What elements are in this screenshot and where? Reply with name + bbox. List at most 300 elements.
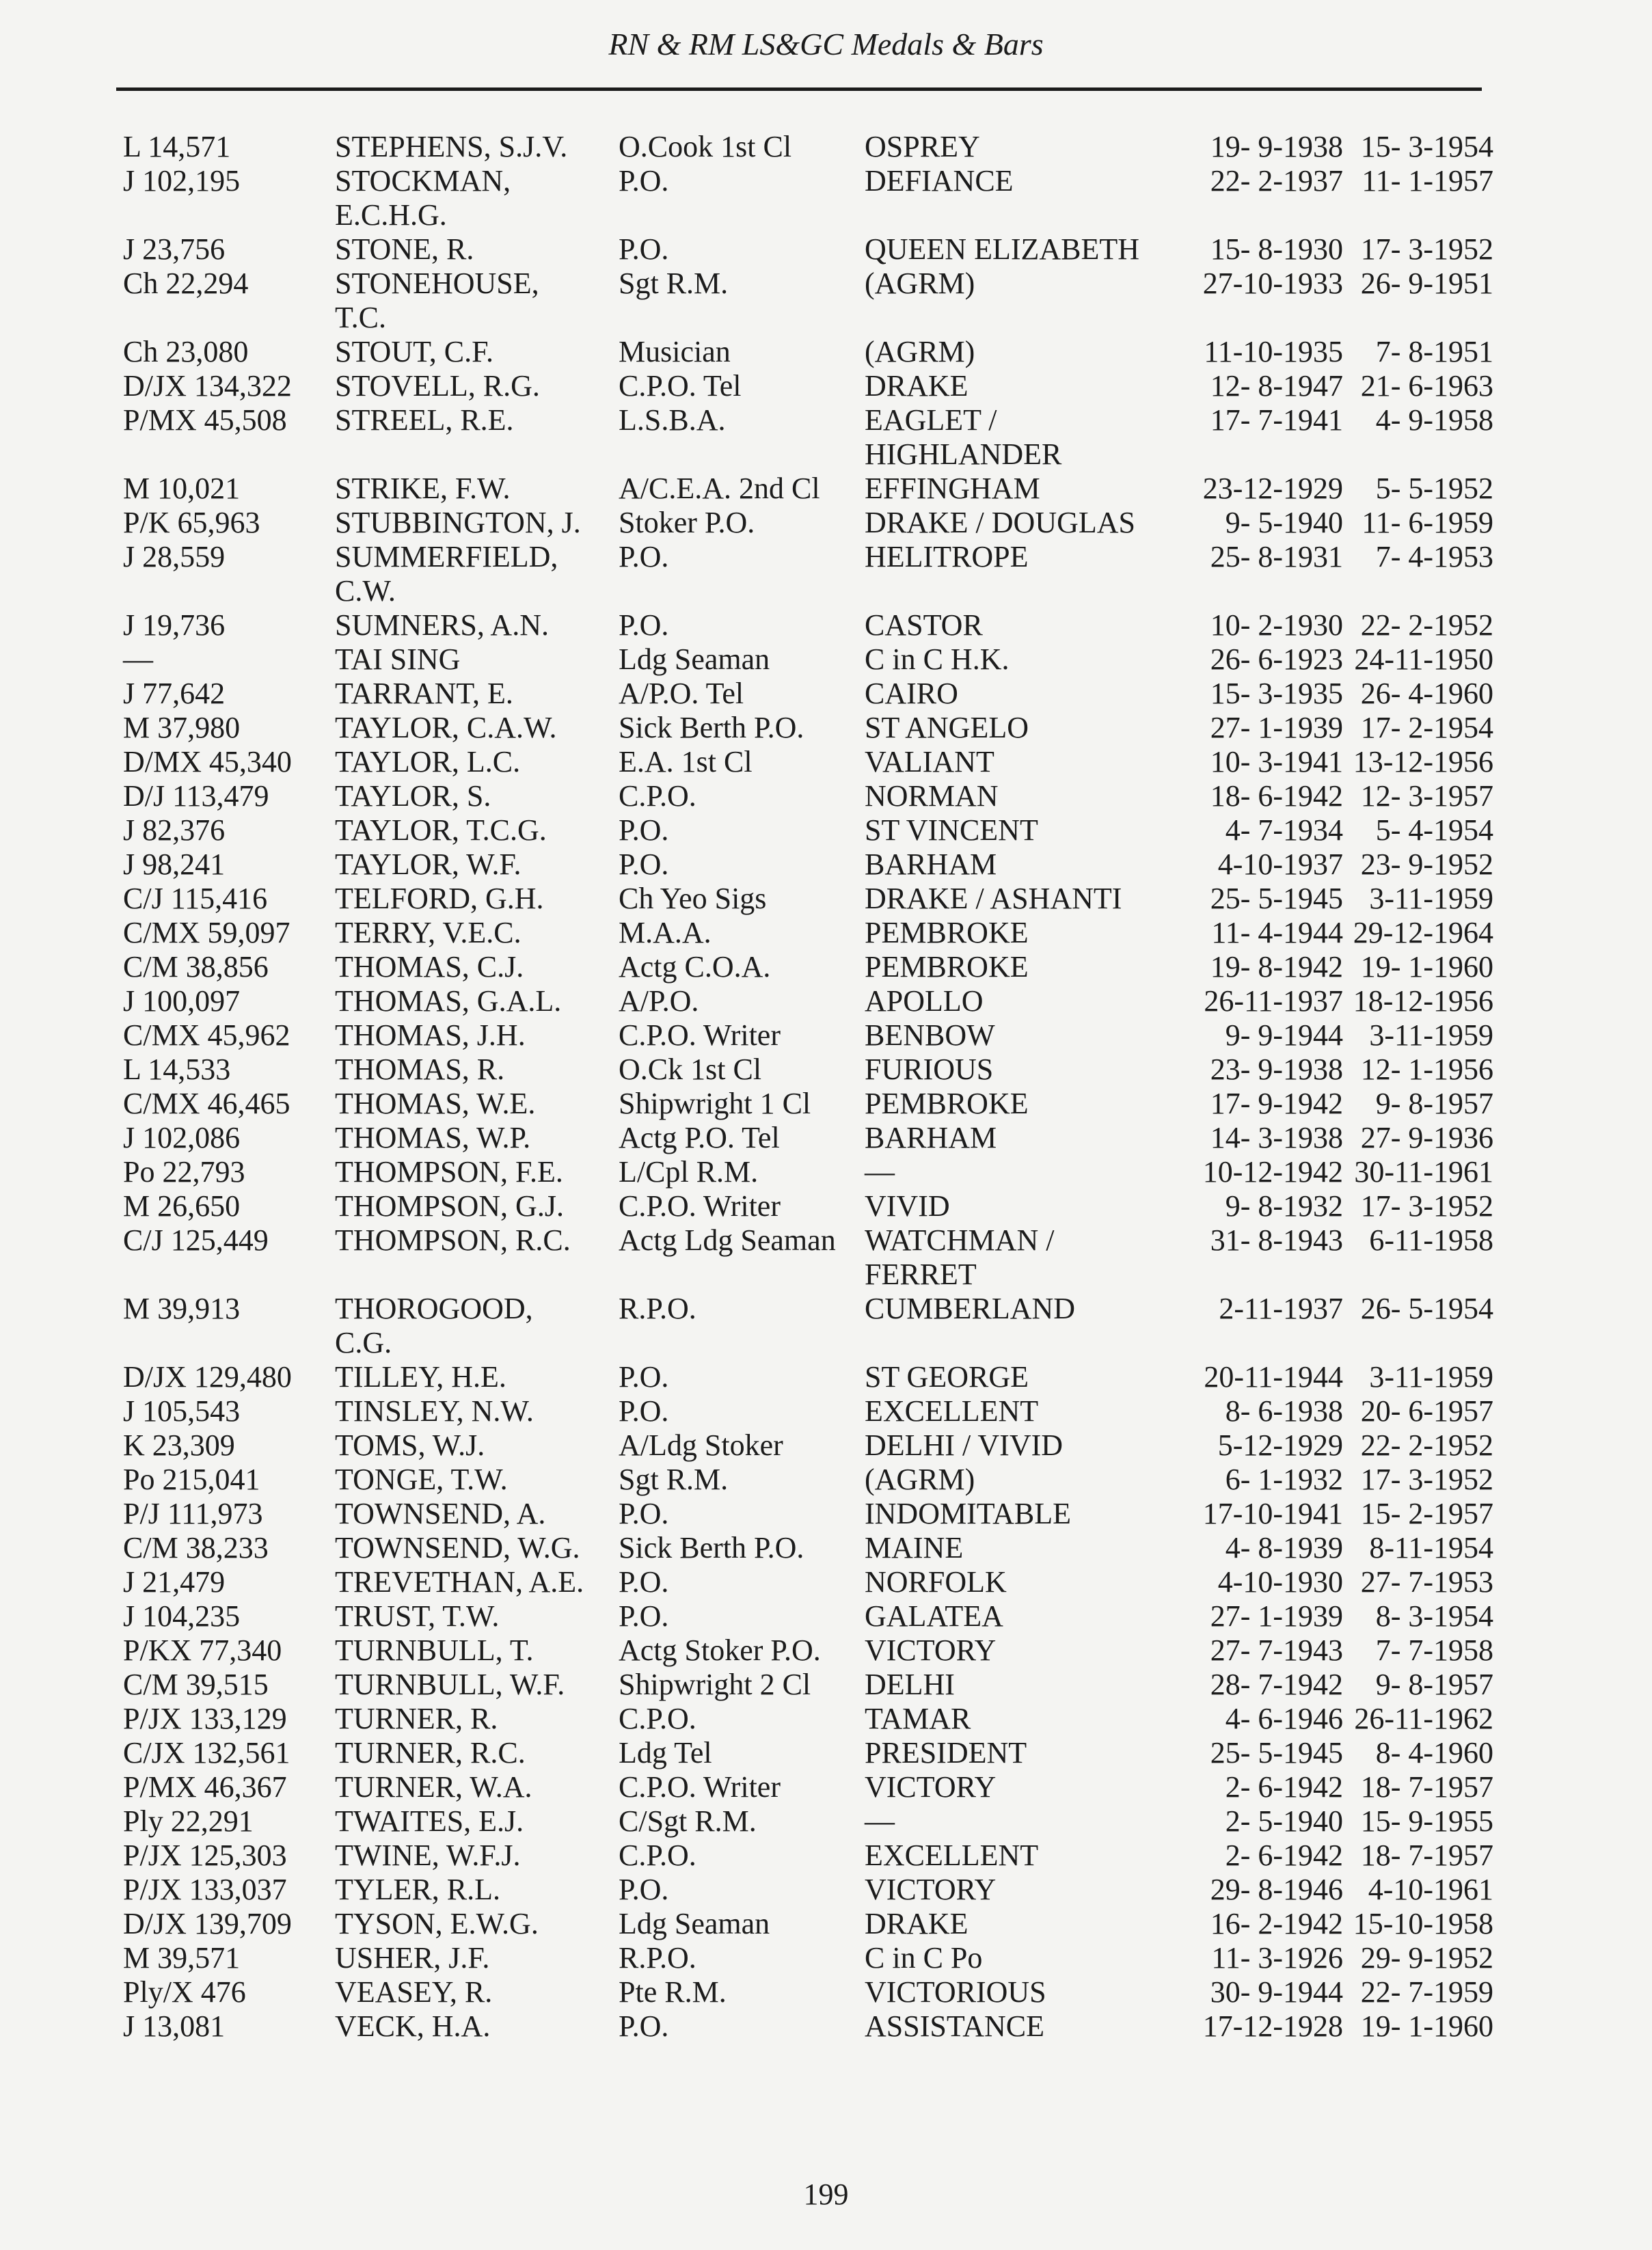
date-from-cell: 9- 9-1944: [1225, 1018, 1343, 1052]
ship-cell: ASSISTANCE: [865, 2009, 1044, 2043]
date-from-cell: 11-10-1935: [1204, 335, 1343, 368]
table-row: [0, 1941, 1652, 1975]
table-row: [0, 1053, 1652, 1087]
name-cell: USHER, J.F.: [335, 1941, 490, 1975]
name-cell: TELFORD, G.H.: [335, 882, 544, 915]
rating-cell: Musician: [619, 335, 731, 368]
name-cell: VECK, H.A.: [335, 2009, 491, 2043]
rating-cell: C/Sgt R.M.: [619, 1804, 757, 1838]
table-row: [0, 1599, 1652, 1634]
service-number-cell: Po 215,041: [123, 1463, 260, 1496]
rating-cell: Actg C.O.A.: [619, 950, 771, 984]
rating-cell: Sick Berth P.O.: [619, 711, 804, 744]
date-from-cell: 14- 3-1938: [1210, 1121, 1343, 1154]
ship-cell: DRAKE: [865, 1907, 969, 1940]
rating-cell: C.P.O.: [619, 1839, 696, 1872]
date-to-cell: 12- 1-1956: [1360, 1053, 1493, 1086]
date-to-cell: 17- 3-1952: [1360, 1463, 1493, 1496]
rating-cell: P.O.: [619, 1873, 669, 1906]
date-to-cell: 8- 3-1954: [1375, 1599, 1493, 1633]
table-row: [0, 1770, 1652, 1804]
date-to-cell: 7- 7-1958: [1375, 1634, 1493, 1667]
rating-cell: P.O.: [619, 232, 669, 266]
rating-cell: Actg Ldg Seaman: [619, 1223, 836, 1257]
date-from-cell: 26- 6-1923: [1210, 642, 1343, 676]
date-to-cell: 9- 8-1957: [1375, 1668, 1493, 1701]
name-cell: TONGE, T.W.: [335, 1463, 508, 1496]
service-number-cell: Ch 23,080: [123, 335, 249, 368]
table-row: [0, 1189, 1652, 1223]
name-cell: THOMAS, C.J.: [335, 950, 524, 984]
table-row: [0, 950, 1652, 984]
date-to-cell: 22- 7-1959: [1360, 1975, 1493, 2009]
name-cell: TINSLEY, N.W.: [335, 1394, 534, 1428]
date-from-cell: 8- 6-1938: [1225, 1394, 1343, 1428]
table-row: [0, 369, 1652, 403]
ship-cell: EAGLET / HIGHLANDER: [865, 403, 1062, 471]
date-to-cell: 22- 2-1952: [1360, 608, 1493, 642]
name-cell: SUMNERS, A.N.: [335, 608, 549, 642]
name-cell: TURNBULL, W.F.: [335, 1668, 565, 1701]
date-to-cell: 3-11-1959: [1369, 1018, 1493, 1052]
date-from-cell: 4-10-1930: [1217, 1565, 1343, 1599]
date-from-cell: 2- 6-1942: [1225, 1839, 1343, 1872]
ship-cell: VICTORY: [865, 1634, 997, 1667]
name-cell: TWINE, W.F.J.: [335, 1839, 521, 1872]
ship-cell: HELITROPE: [865, 540, 1029, 573]
ship-cell: C in C Po: [865, 1941, 983, 1975]
date-from-cell: 19- 9-1938: [1210, 130, 1343, 163]
name-cell: TAYLOR, L.C.: [335, 745, 521, 778]
service-number-cell: C/MX 45,962: [123, 1018, 290, 1052]
name-cell: TILLEY, H.E.: [335, 1360, 506, 1394]
table-row: [0, 608, 1652, 642]
table-row: [0, 267, 1652, 335]
table-row: [0, 677, 1652, 711]
page-number: 199: [803, 2178, 849, 2211]
name-cell: STONE, R.: [335, 232, 474, 266]
table-row: [0, 642, 1652, 677]
date-from-cell: 31- 8-1943: [1210, 1223, 1343, 1257]
date-from-cell: 17- 7-1941: [1210, 403, 1343, 437]
rating-cell: P.O.: [619, 540, 669, 573]
name-cell: TWAITES, E.J.: [335, 1804, 524, 1838]
date-from-cell: 12- 8-1947: [1210, 369, 1343, 403]
rating-cell: C.P.O. Tel: [619, 369, 742, 403]
table-row: [0, 130, 1652, 164]
ship-cell: INDOMITABLE: [865, 1497, 1071, 1530]
ship-cell: MAINE: [865, 1531, 964, 1564]
service-number-cell: J 21,479: [123, 1565, 226, 1599]
date-from-cell: 17-12-1928: [1202, 2009, 1343, 2043]
table-row: [0, 1223, 1652, 1292]
ship-cell: (AGRM): [865, 267, 975, 300]
rating-cell: Sgt R.M.: [619, 1463, 729, 1496]
ship-cell: BARHAM: [865, 848, 997, 881]
date-to-cell: 29- 9-1952: [1360, 1941, 1493, 1975]
date-to-cell: 8-11-1954: [1369, 1531, 1493, 1564]
ship-cell: —: [865, 1804, 895, 1838]
rating-cell: C.P.O. Writer: [619, 1189, 781, 1223]
service-number-cell: J 77,642: [123, 677, 226, 710]
rating-cell: Ldg Seaman: [619, 642, 770, 676]
name-cell: STONEHOUSE, T.C.: [335, 267, 539, 334]
rating-cell: M.A.A.: [619, 916, 712, 949]
table-row: [0, 882, 1652, 916]
ship-cell: ST GEORGE: [865, 1360, 1029, 1394]
service-number-cell: J 104,235: [123, 1599, 241, 1633]
date-from-cell: 6- 1-1932: [1225, 1463, 1343, 1496]
name-cell: TAYLOR, S.: [335, 779, 491, 813]
name-cell: TAI SING: [335, 642, 461, 676]
rating-cell: P.O.: [619, 813, 669, 847]
table-row: [0, 1668, 1652, 1702]
ship-cell: BENBOW: [865, 1018, 995, 1052]
table-row: [0, 1907, 1652, 1941]
name-cell: TOWNSEND, A.: [335, 1497, 546, 1530]
date-to-cell: 3-11-1959: [1369, 882, 1493, 915]
service-number-cell: J 98,241: [123, 848, 226, 881]
date-from-cell: 10-12-1942: [1202, 1155, 1343, 1189]
date-from-cell: 27- 1-1939: [1210, 1599, 1343, 1633]
date-from-cell: 20-11-1944: [1204, 1360, 1343, 1394]
ship-cell: C in C H.K.: [865, 642, 1010, 676]
date-from-cell: 19- 8-1942: [1210, 950, 1343, 984]
ship-cell: DEFIANCE: [865, 164, 1014, 198]
name-cell: THOMAS, W.E.: [335, 1087, 536, 1120]
date-to-cell: 11- 1-1957: [1362, 164, 1493, 198]
name-cell: THOMPSON, G.J.: [335, 1189, 564, 1223]
date-from-cell: 11- 4-1944: [1211, 916, 1343, 949]
date-to-cell: 11- 6-1959: [1362, 506, 1493, 539]
ship-cell: PEMBROKE: [865, 1087, 1029, 1120]
rating-cell: A/Ldg Stoker: [619, 1428, 783, 1462]
ship-cell: ST ANGELO: [865, 711, 1029, 744]
table-row: [0, 1428, 1652, 1463]
date-from-cell: 10- 2-1930: [1210, 608, 1343, 642]
service-number-cell: P/JX 125,303: [123, 1839, 287, 1872]
rating-cell: A/P.O.: [619, 984, 699, 1018]
date-from-cell: 27- 1-1939: [1210, 711, 1343, 744]
date-to-cell: 5- 4-1954: [1375, 813, 1493, 847]
table-row: [0, 1497, 1652, 1531]
service-number-cell: C/MX 59,097: [123, 916, 290, 949]
rating-cell: P.O.: [619, 1360, 669, 1394]
name-cell: THOMAS, W.P.: [335, 1121, 531, 1154]
table-row: [0, 1565, 1652, 1599]
ship-cell: DELHI: [865, 1668, 955, 1701]
table-row: [0, 1018, 1652, 1053]
ship-cell: EXCELLENT: [865, 1839, 1039, 1872]
service-number-cell: M 37,980: [123, 711, 241, 744]
service-number-cell: D/MX 45,340: [123, 745, 292, 778]
rating-cell: Ldg Tel: [619, 1736, 712, 1770]
rating-cell: P.O.: [619, 1599, 669, 1633]
date-from-cell: 17- 9-1942: [1210, 1087, 1343, 1120]
date-from-cell: 9- 5-1940: [1225, 506, 1343, 539]
ship-cell: VIVID: [865, 1189, 950, 1223]
date-to-cell: 12- 3-1957: [1360, 779, 1493, 813]
date-from-cell: 4-10-1937: [1217, 848, 1343, 881]
rating-cell: Ldg Seaman: [619, 1907, 770, 1940]
date-to-cell: 19- 1-1960: [1360, 950, 1493, 984]
date-to-cell: 17- 3-1952: [1360, 1189, 1493, 1223]
table-row: [0, 506, 1652, 540]
service-number-cell: J 23,756: [123, 232, 226, 266]
ship-cell: VALIANT: [865, 745, 994, 778]
service-number-cell: P/JX 133,037: [123, 1873, 287, 1906]
table-row: [0, 1360, 1652, 1394]
ship-cell: FURIOUS: [865, 1053, 994, 1086]
date-to-cell: 17- 3-1952: [1360, 232, 1493, 266]
name-cell: TAYLOR, T.C.G.: [335, 813, 547, 847]
rating-cell: Actg Stoker P.O.: [619, 1634, 821, 1667]
running-header: RN & RM LS&GC Medals & Bars: [608, 27, 1044, 62]
name-cell: TOWNSEND, W.G.: [335, 1531, 580, 1564]
date-from-cell: 4- 6-1946: [1225, 1702, 1343, 1735]
name-cell: THOMPSON, F.E.: [335, 1155, 563, 1189]
rating-cell: P.O.: [619, 164, 669, 198]
ship-cell: WATCHMAN / FERRET: [865, 1223, 1055, 1291]
date-to-cell: 27- 7-1953: [1360, 1565, 1493, 1599]
date-to-cell: 18- 7-1957: [1360, 1839, 1493, 1872]
name-cell: THOMAS, R.: [335, 1053, 505, 1086]
rating-cell: Shipwright 2 Cl: [619, 1668, 811, 1701]
date-to-cell: 26-11-1962: [1354, 1702, 1493, 1735]
table-row: [0, 1463, 1652, 1497]
ship-cell: VICTORIOUS: [865, 1975, 1046, 2009]
service-number-cell: J 13,081: [123, 2009, 226, 2043]
ship-cell: EFFINGHAM: [865, 472, 1040, 505]
date-from-cell: 17-10-1941: [1202, 1497, 1343, 1530]
table-row: [0, 1702, 1652, 1736]
rating-cell: Sick Berth P.O.: [619, 1531, 804, 1564]
rating-cell: C.P.O. Writer: [619, 1018, 781, 1052]
table-row: [0, 1975, 1652, 2009]
service-number-cell: M 39,571: [123, 1941, 241, 1975]
ship-cell: DRAKE: [865, 369, 969, 403]
date-from-cell: 23-12-1929: [1202, 472, 1343, 505]
date-to-cell: 30-11-1961: [1354, 1155, 1493, 1189]
service-number-cell: C/M 38,856: [123, 950, 269, 984]
ship-cell: ST VINCENT: [865, 813, 1038, 847]
service-number-cell: C/JX 132,561: [123, 1736, 290, 1770]
rating-cell: P.O.: [619, 1394, 669, 1428]
ship-cell: VICTORY: [865, 1770, 997, 1804]
date-to-cell: 18-12-1956: [1353, 984, 1493, 1018]
rating-cell: C.P.O. Writer: [619, 1770, 781, 1804]
name-cell: TURNBULL, T.: [335, 1634, 534, 1667]
name-cell: TURNER, R.C.: [335, 1736, 526, 1770]
date-from-cell: 4- 7-1934: [1225, 813, 1343, 847]
rating-cell: P.O.: [619, 848, 669, 881]
name-cell: STOUT, C.F.: [335, 335, 494, 368]
name-cell: THOMAS, J.H.: [335, 1018, 526, 1052]
date-from-cell: 23- 9-1938: [1210, 1053, 1343, 1086]
rating-cell: A/P.O. Tel: [619, 677, 744, 710]
rating-cell: E.A. 1st Cl: [619, 745, 753, 778]
table-row: [0, 1155, 1652, 1189]
name-cell: TAYLOR, W.F.: [335, 848, 522, 881]
table-row: [0, 1736, 1652, 1770]
name-cell: TURNER, W.A.: [335, 1770, 532, 1804]
table-row: [0, 1873, 1652, 1907]
table-row: [0, 1292, 1652, 1360]
date-to-cell: 15- 2-1957: [1360, 1497, 1493, 1530]
date-to-cell: 29-12-1964: [1353, 916, 1493, 949]
name-cell: TYSON, E.W.G.: [335, 1907, 539, 1940]
table-row: [0, 540, 1652, 608]
table-row: [0, 916, 1652, 950]
ship-cell: PEMBROKE: [865, 916, 1029, 949]
date-from-cell: 18- 6-1942: [1210, 779, 1343, 813]
date-from-cell: 2- 6-1942: [1225, 1770, 1343, 1804]
name-cell: TAYLOR, C.A.W.: [335, 711, 557, 744]
table-row: [0, 335, 1652, 369]
ship-cell: PEMBROKE: [865, 950, 1029, 984]
rating-cell: P.O.: [619, 1497, 669, 1530]
ship-cell: NORFOLK: [865, 1565, 1007, 1599]
service-number-cell: L 14,533: [123, 1053, 231, 1086]
name-cell: THOMAS, G.A.L.: [335, 984, 562, 1018]
ship-cell: VICTORY: [865, 1873, 997, 1906]
date-to-cell: 19- 1-1960: [1360, 2009, 1493, 2043]
service-number-cell: —: [123, 642, 153, 676]
table-row: [0, 1087, 1652, 1121]
table-row: [0, 984, 1652, 1018]
service-number-cell: J 28,559: [123, 540, 226, 573]
date-from-cell: 15- 8-1930: [1210, 232, 1343, 266]
service-number-cell: P/MX 46,367: [123, 1770, 287, 1804]
service-number-cell: Ply/X 476: [123, 1975, 246, 2009]
service-number-cell: M 26,650: [123, 1189, 241, 1223]
table-row: [0, 745, 1652, 779]
ship-cell: TAMAR: [865, 1702, 971, 1735]
date-to-cell: 15-10-1958: [1353, 1907, 1493, 1940]
table-row: [0, 164, 1652, 232]
date-from-cell: 27- 7-1943: [1210, 1634, 1343, 1667]
rating-cell: Shipwright 1 Cl: [619, 1087, 811, 1120]
rating-cell: C.P.O.: [619, 779, 696, 813]
medal-roll-table: [0, 130, 1652, 2044]
service-number-cell: J 102,086: [123, 1121, 241, 1154]
ship-cell: APOLLO: [865, 984, 984, 1018]
service-number-cell: D/J 113,479: [123, 779, 269, 813]
ship-cell: DELHI / VIVID: [865, 1428, 1064, 1462]
rating-cell: C.P.O.: [619, 1702, 696, 1735]
date-to-cell: 6-11-1958: [1369, 1223, 1493, 1257]
date-from-cell: 4- 8-1939: [1225, 1531, 1343, 1564]
name-cell: STOVELL, R.G.: [335, 369, 540, 403]
name-cell: TRUST, T.W.: [335, 1599, 500, 1633]
table-row: [0, 472, 1652, 506]
date-from-cell: 27-10-1933: [1202, 267, 1343, 300]
date-from-cell: 30- 9-1944: [1210, 1975, 1343, 2009]
date-from-cell: 29- 8-1946: [1210, 1873, 1343, 1906]
date-to-cell: 15- 9-1955: [1360, 1804, 1493, 1838]
name-cell: STRIKE, F.W.: [335, 472, 511, 505]
service-number-cell: P/KX 77,340: [123, 1634, 282, 1667]
date-from-cell: 28- 7-1942: [1210, 1668, 1343, 1701]
ship-cell: GALATEA: [865, 1599, 1003, 1633]
service-number-cell: Ply 22,291: [123, 1804, 254, 1838]
ship-cell: BARHAM: [865, 1121, 997, 1154]
service-number-cell: P/JX 133,129: [123, 1702, 287, 1735]
rating-cell: P.O.: [619, 1565, 669, 1599]
date-from-cell: 26-11-1937: [1204, 984, 1343, 1018]
date-to-cell: 7- 4-1953: [1375, 540, 1493, 573]
header-rule: [116, 87, 1482, 91]
date-from-cell: 15- 3-1935: [1210, 677, 1343, 710]
date-to-cell: 8- 4-1960: [1375, 1736, 1493, 1770]
ship-cell: PRESIDENT: [865, 1736, 1027, 1770]
date-to-cell: 13-12-1956: [1353, 745, 1493, 778]
date-to-cell: 27- 9-1936: [1360, 1121, 1493, 1154]
rating-cell: Sgt R.M.: [619, 267, 729, 300]
date-from-cell: 25- 8-1931: [1210, 540, 1343, 573]
name-cell: THOMPSON, R.C.: [335, 1223, 571, 1257]
service-number-cell: C/M 38,233: [123, 1531, 269, 1564]
date-to-cell: 4-10-1961: [1368, 1873, 1493, 1906]
ship-cell: CASTOR: [865, 608, 983, 642]
date-to-cell: 4- 9-1958: [1375, 403, 1493, 437]
service-number-cell: P/K 65,963: [123, 506, 260, 539]
table-row: [0, 1804, 1652, 1839]
date-from-cell: 5-12-1929: [1217, 1428, 1343, 1462]
service-number-cell: L 14,571: [123, 130, 231, 163]
name-cell: THOROGOOD, C.G.: [335, 1292, 533, 1359]
date-from-cell: 11- 3-1926: [1211, 1941, 1343, 1975]
date-to-cell: 26- 9-1951: [1360, 267, 1493, 300]
service-number-cell: D/JX 134,322: [123, 369, 292, 403]
date-to-cell: 22- 2-1952: [1360, 1428, 1493, 1462]
date-to-cell: 20- 6-1957: [1360, 1394, 1493, 1428]
service-number-cell: Ch 22,294: [123, 267, 249, 300]
table-row: [0, 403, 1652, 472]
service-number-cell: J 102,195: [123, 164, 241, 198]
service-number-cell: K 23,309: [123, 1428, 235, 1462]
date-from-cell: 22- 2-1937: [1210, 164, 1343, 198]
date-to-cell: 5- 5-1952: [1375, 472, 1493, 505]
name-cell: TOMS, W.J.: [335, 1428, 485, 1462]
name-cell: TARRANT, E.: [335, 677, 513, 710]
table-row: [0, 2009, 1652, 2044]
service-number-cell: C/MX 46,465: [123, 1087, 290, 1120]
date-to-cell: 24-11-1950: [1354, 642, 1493, 676]
date-to-cell: 26- 5-1954: [1360, 1292, 1493, 1325]
service-number-cell: J 100,097: [123, 984, 241, 1018]
date-from-cell: 25- 5-1945: [1210, 882, 1343, 915]
date-from-cell: 2- 5-1940: [1225, 1804, 1343, 1838]
table-row: [0, 1531, 1652, 1565]
table-row: [0, 711, 1652, 745]
service-number-cell: J 82,376: [123, 813, 226, 847]
ship-cell: OSPREY: [865, 130, 980, 163]
date-to-cell: 9- 8-1957: [1375, 1087, 1493, 1120]
name-cell: STUBBINGTON, J.: [335, 506, 581, 539]
rating-cell: P.O.: [619, 2009, 669, 2043]
date-to-cell: 23- 9-1952: [1360, 848, 1493, 881]
rating-cell: L/Cpl R.M.: [619, 1155, 759, 1189]
name-cell: STREEL, R.E.: [335, 403, 514, 437]
name-cell: SUMMERFIELD, C.W.: [335, 540, 558, 608]
service-number-cell: C/J 125,449: [123, 1223, 269, 1257]
ship-cell: —: [865, 1155, 895, 1189]
date-from-cell: 10- 3-1941: [1210, 745, 1343, 778]
service-number-cell: D/JX 129,480: [123, 1360, 292, 1394]
table-row: [0, 848, 1652, 882]
rating-cell: O.Ck 1st Cl: [619, 1053, 762, 1086]
